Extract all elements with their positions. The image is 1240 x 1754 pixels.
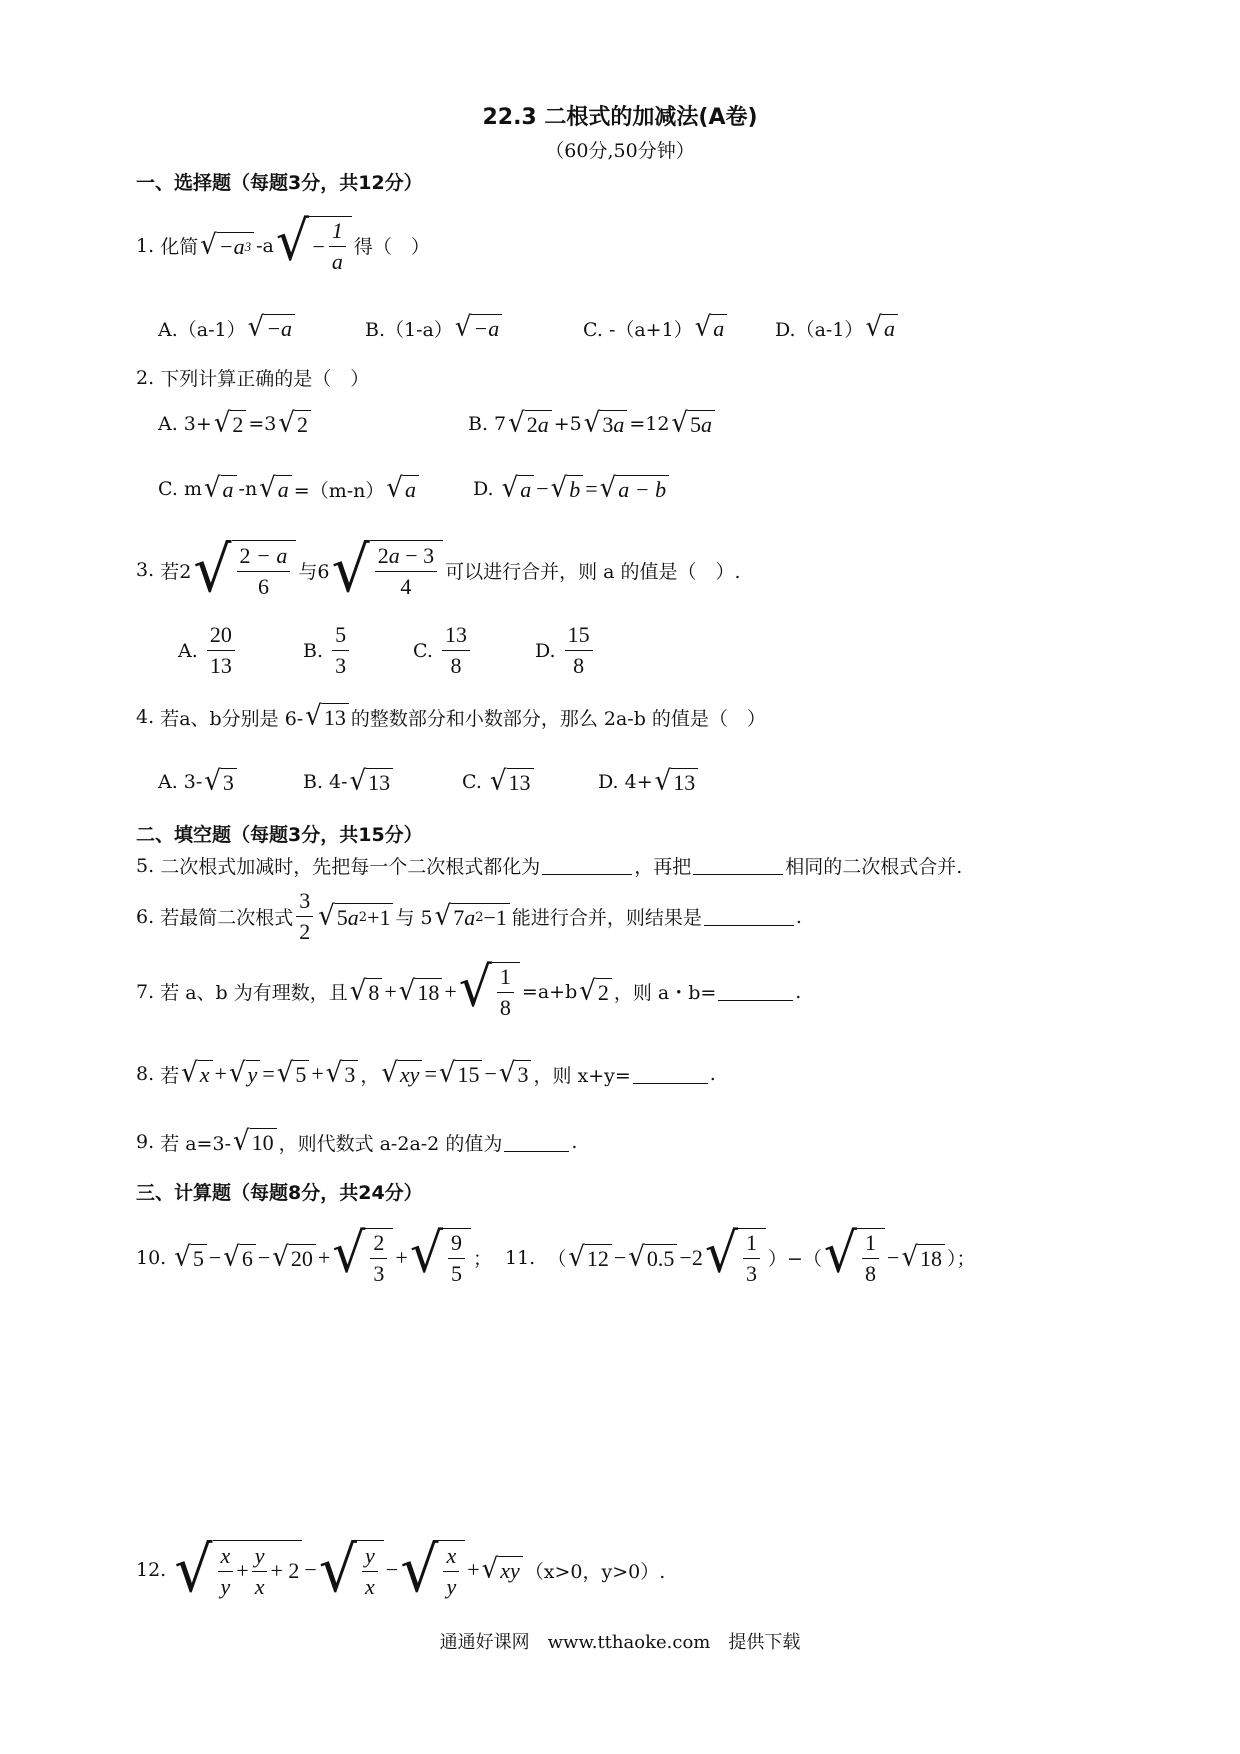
q2-option-d: D. √ a − √ b = √ a − b bbox=[473, 475, 671, 503]
q4-option-c: C. √ 13 bbox=[462, 768, 536, 796]
q1-option-c: C. -（a+1） √ a bbox=[583, 314, 729, 342]
page-title: 22.3 二根式的加减法(A卷) bbox=[482, 105, 758, 130]
q2-option-b: B. 7 √ 2 a +5 √ 3 a =12 √ 5 a bbox=[468, 410, 717, 438]
question-4: 4. 若a、b分别是 6- √ 13 的整数部分和小数部分，那么 2a-b 的值是（ ） bbox=[136, 700, 766, 732]
q3-option-a: A. $\frac{20}{13}$ bbox=[178, 622, 238, 679]
q3-option-b: B. $\frac{5}{3}$ bbox=[303, 622, 352, 679]
question-text: 化简 bbox=[160, 236, 199, 258]
q3-option-c: C. $\frac{13}{8}$ bbox=[413, 622, 473, 679]
question-11: 11. （ √ 12 − √ 0.5 −2 √ $\frac{1}{3}$ ）−（ √ $\frac{1}{8}$ − √ 18 ）； bbox=[505, 1222, 976, 1286]
q4-option-d: D. 4+ √ 13 bbox=[598, 768, 700, 796]
q4-option-b: B. 4- √ 13 bbox=[303, 768, 395, 796]
question-10: 10. √ 5 − √ 6 − √ 20 + √ $\frac{2}{3}$ + √ $\frac{9}{5}$ ； bbox=[136, 1222, 492, 1286]
q3-option-d: D. $\frac{15}{8}$ bbox=[535, 622, 596, 679]
answer-blank bbox=[542, 856, 632, 875]
question-12: 12. √ $\frac{x}{y}$ + $\frac{y}{x}$ + 2 − √ $\frac{y}{x}$ − √ $\frac{x}{y}$ + √ xy （x>0，y>0）. bbox=[136, 1533, 666, 1607]
question-text: -a bbox=[256, 234, 274, 257]
section-heading-calc: 三、计算题（每题8分，共24分） bbox=[136, 1182, 423, 1204]
question-number: 1. bbox=[136, 234, 155, 257]
q2-option-c: C. m √ a -n √ a =（m-n） √ a bbox=[158, 475, 421, 503]
page-subtitle: （60分,50分钟） bbox=[545, 140, 695, 162]
question-6: 6. 若最简二次根式 $\frac{3}{2}$ √ 5 a 2 +1 与 5 √ 7 a 2 −1 能进行合并，则结果是 . bbox=[136, 888, 802, 944]
answer-blank bbox=[704, 907, 794, 926]
question-2: 2. 下列计算正确的是（ ） bbox=[136, 366, 370, 390]
question-7: 7. 若 a、b 为有理数，且 √ 8 + √ 18 + √ $\frac{1}{8}$ =a+b √ 2 ，则 a・b= . bbox=[136, 956, 802, 1020]
radical: √ − $\frac{1}{a}$ bbox=[276, 216, 352, 275]
q4-option-a: A. 3- √ 3 bbox=[158, 768, 239, 796]
section-heading-fill: 二、填空题（每题3分，共15分） bbox=[136, 824, 423, 846]
section-heading-choice: 一、选择题（每题3分，共12分） bbox=[136, 172, 423, 194]
q1-option-a: A.（a-1） √ −a bbox=[158, 314, 297, 342]
question-1 bbox=[136, 210, 430, 275]
q1-option-d: D.（a-1） √ a bbox=[775, 314, 900, 342]
answer-blank bbox=[633, 1065, 708, 1084]
question-text: 得（ ） bbox=[353, 236, 430, 258]
answer-blank bbox=[693, 856, 783, 875]
radical: √ −a 3 bbox=[200, 232, 254, 260]
question-9: 9. 若 a=3- √ 10 ，则代数式 a-2a-2 的值为 . bbox=[136, 1125, 578, 1157]
question-8: 8. 若 √ x + √ y = √ 5 + √ 3 ， √ xy = √ 15 − √ 3 ，则 x+y= . bbox=[136, 1057, 716, 1089]
q1-option-b: B.（1-a） √ −a bbox=[365, 314, 504, 342]
footer-credit: 通通好课网 www.tthaoke.com 提供下载 bbox=[439, 1632, 801, 1653]
question-5: 5. 二次根式加减时，先把每一个二次根式都化为 ，再把 相同的二次根式合并. bbox=[136, 854, 963, 878]
q2-option-a: A. 3+ √ 2 =3 √ 2 bbox=[158, 410, 313, 438]
answer-blank bbox=[718, 982, 793, 1001]
answer-blank bbox=[504, 1133, 569, 1152]
question-3: 3. 若2 √ $\frac{2 - a}{6}$ 与6 √ $\frac{2a - 3}{4}$ 可以进行合并，则 a 的值是（ ）. bbox=[136, 533, 741, 607]
